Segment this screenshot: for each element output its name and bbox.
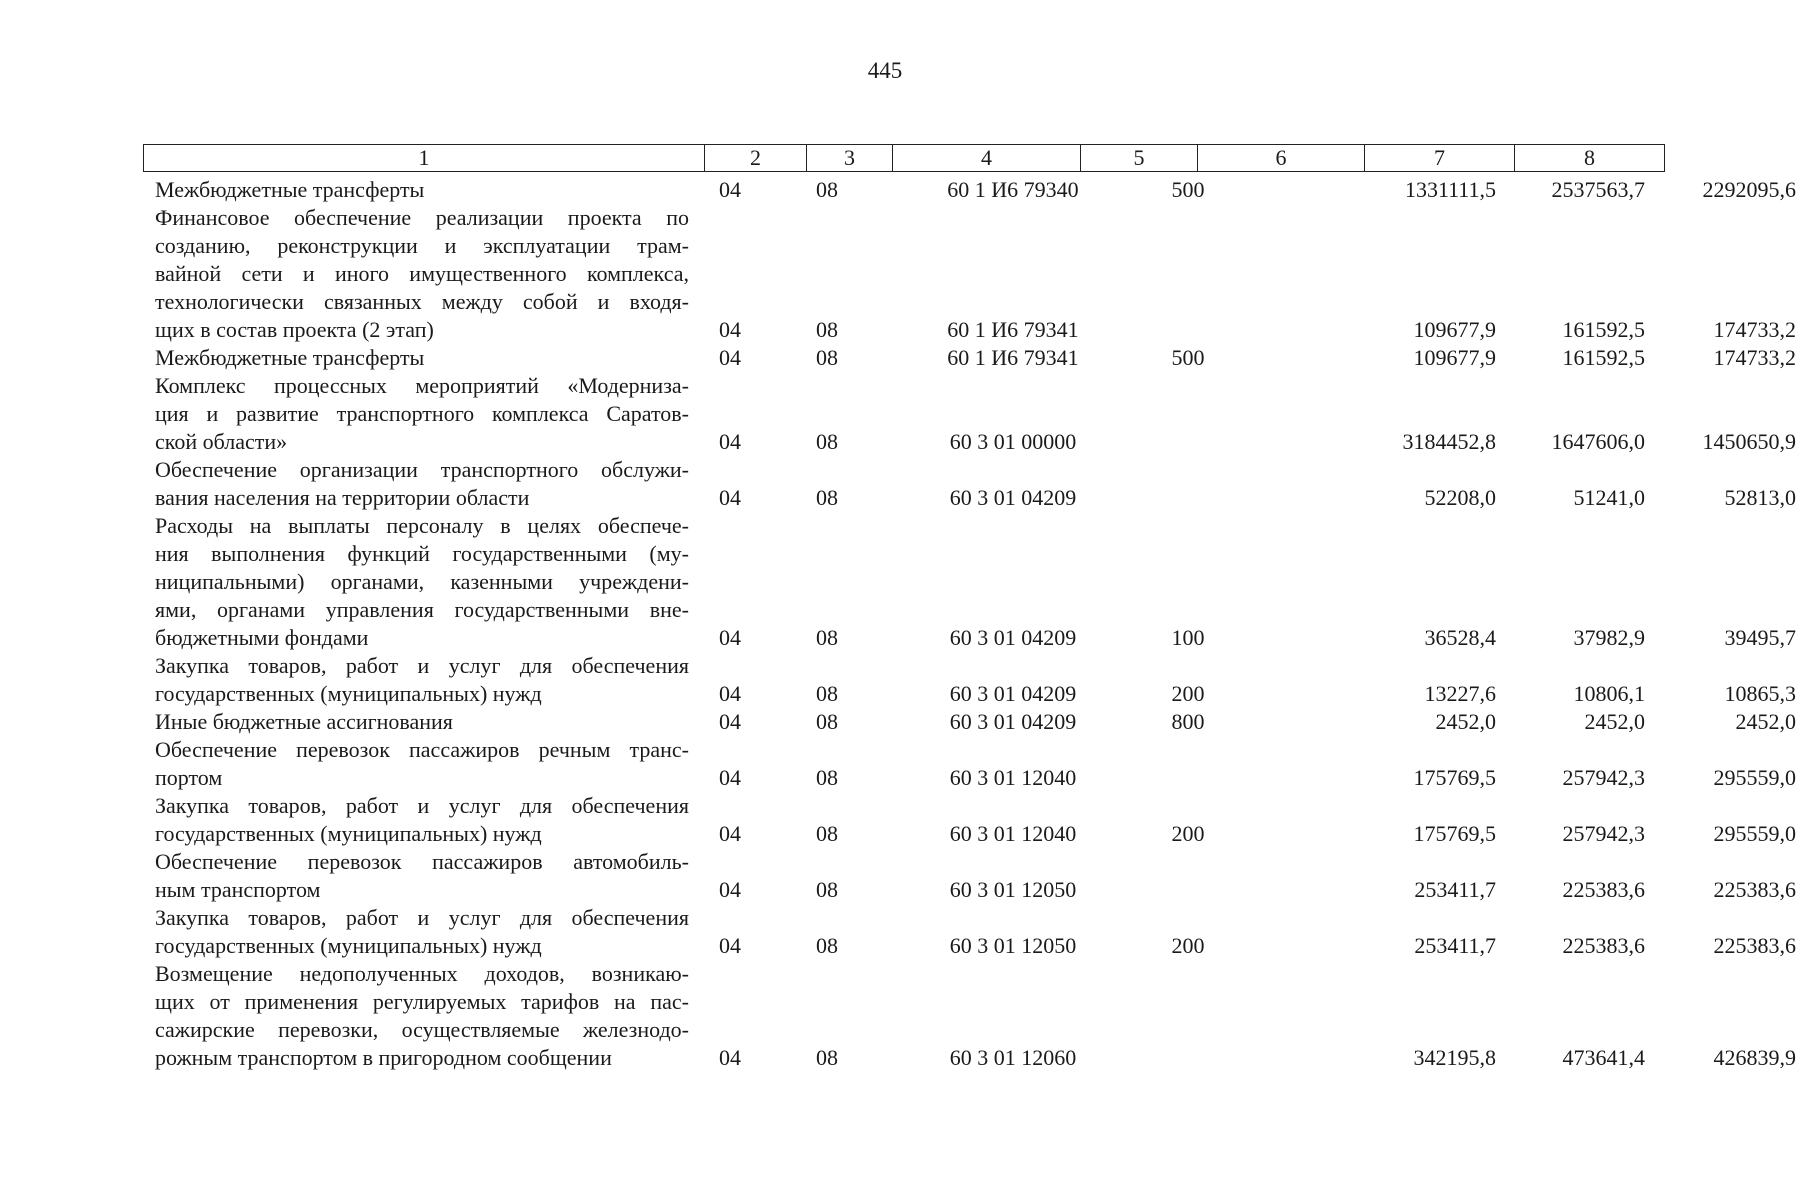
section-code: 04 <box>719 709 741 734</box>
description-line: государственных (муниципальных) нужд <box>155 821 542 846</box>
amount-col-8: 10865,3 <box>1724 681 1796 706</box>
column-header-5: 5 <box>1081 145 1198 172</box>
amount-col-7: 257942,3 <box>1562 765 1645 790</box>
subsection-code: 08 <box>816 821 838 846</box>
amount-col-8: 295559,0 <box>1713 821 1796 846</box>
table-row <box>143 736 1796 792</box>
target-article-code: 60 3 01 12040 <box>949 821 1077 846</box>
table-row <box>143 708 1796 736</box>
column-header-2: 2 <box>705 145 807 172</box>
description-line: государственных (муниципальных) нужд <box>155 681 542 706</box>
section-code: 04 <box>719 625 741 650</box>
amount-col-6: 175769,5 <box>1413 765 1496 790</box>
target-article-code: 60 3 01 04209 <box>949 625 1077 650</box>
description-line: сажирские перевозки, осуществляемые железнодо- <box>155 1017 689 1042</box>
amount-col-6: 52208,0 <box>1424 485 1496 510</box>
section-code: 04 <box>719 821 741 846</box>
amount-col-6: 253411,7 <box>1414 877 1496 902</box>
target-article-code: 60 3 01 04209 <box>949 709 1077 734</box>
description-line: бюджетными фондами <box>155 625 369 650</box>
description-line: ями, органами управления государственными вне- <box>155 597 689 622</box>
row-description <box>155 792 689 848</box>
amount-col-7: 2452,0 <box>1584 709 1645 734</box>
amount-col-8: 39495,7 <box>1724 625 1796 650</box>
table-row <box>143 344 1796 372</box>
description-line: ным транспортом <box>155 877 321 902</box>
description-line: государственных (муниципальных) нужд <box>155 933 542 958</box>
amount-col-8: 2292095,6 <box>1702 177 1796 202</box>
amount-col-7: 2537563,7 <box>1551 177 1645 202</box>
expense-type-code: 200 <box>1171 821 1205 846</box>
description-line: ской области» <box>155 429 288 454</box>
description-line: Иные бюджетные ассигнования <box>155 709 453 734</box>
table-row <box>143 204 1796 344</box>
target-article-code: 60 3 01 12050 <box>949 933 1077 958</box>
description-line: Закупка товаров, работ и услуг для обеспечения <box>155 793 689 818</box>
section-code: 04 <box>719 877 741 902</box>
description-line: Возмещение недополученных доходов, возникаю- <box>155 961 689 986</box>
row-description <box>155 456 689 512</box>
page-number: 445 <box>867 58 903 83</box>
table-row <box>143 456 1796 512</box>
target-article-code: 60 3 01 12050 <box>949 877 1077 902</box>
row-description <box>155 512 689 652</box>
row-description <box>155 848 689 904</box>
section-code: 04 <box>719 429 741 454</box>
amount-col-7: 257942,3 <box>1562 821 1645 846</box>
table-row <box>143 848 1796 904</box>
description-line: созданию, реконструкции и эксплуатации трам- <box>155 233 689 258</box>
amount-col-6: 13227,6 <box>1424 681 1496 706</box>
amount-col-6: 109677,9 <box>1413 317 1496 342</box>
subsection-code: 08 <box>816 933 838 958</box>
target-article-code: 60 3 01 12040 <box>949 765 1077 790</box>
amount-col-8: 174733,2 <box>1713 345 1796 370</box>
section-code: 04 <box>719 177 741 202</box>
target-article-code: 60 1 И6 79340 <box>947 177 1079 202</box>
description-line: Расходы на выплаты персоналу в целях обеспече- <box>155 513 689 538</box>
expense-type-code: 500 <box>1171 177 1205 202</box>
amount-col-7: 161592,5 <box>1562 317 1645 342</box>
row-description <box>155 204 689 344</box>
amount-col-6: 36528,4 <box>1424 625 1496 650</box>
description-line: вания населения на территории области <box>155 485 530 510</box>
description-line: ниципальными) органами, казенными учреждени- <box>155 569 689 594</box>
section-code: 04 <box>719 765 741 790</box>
amount-col-8: 426839,9 <box>1713 1045 1796 1070</box>
section-code: 04 <box>719 317 741 342</box>
amount-col-8: 225383,6 <box>1713 877 1796 902</box>
amount-col-6: 109677,9 <box>1413 345 1496 370</box>
subsection-code: 08 <box>816 429 838 454</box>
amount-col-7: 161592,5 <box>1562 345 1645 370</box>
table-row <box>143 652 1796 708</box>
description-line: Межбюджетные трансферты <box>155 345 425 370</box>
column-header-1: 1 <box>144 145 705 172</box>
section-code: 04 <box>719 681 741 706</box>
target-article-code: 60 3 01 00000 <box>949 429 1077 454</box>
subsection-code: 08 <box>816 177 838 202</box>
row-description <box>155 736 689 792</box>
description-line: Обеспечение организации транспортного обслужи- <box>155 457 689 482</box>
description-line: Обеспечение перевозок пассажиров автомобиль- <box>155 849 689 874</box>
amount-col-6: 1331111,5 <box>1404 177 1496 202</box>
subsection-code: 08 <box>816 625 838 650</box>
row-description <box>155 344 689 372</box>
table-row <box>143 512 1796 652</box>
description-line: Закупка товаров, работ и услуг для обеспечения <box>155 905 689 930</box>
subsection-code: 08 <box>816 709 838 734</box>
description-line: Закупка товаров, работ и услуг для обеспечения <box>155 653 689 678</box>
target-article-code: 60 1 И6 79341 <box>947 317 1079 342</box>
section-code: 04 <box>719 345 741 370</box>
table-row <box>143 372 1796 456</box>
section-code: 04 <box>719 933 741 958</box>
section-code: 04 <box>719 485 741 510</box>
amount-col-8: 2452,0 <box>1735 709 1796 734</box>
column-header-7: 7 <box>1365 145 1515 172</box>
row-description <box>155 904 689 960</box>
target-article-code: 60 1 И6 79341 <box>947 345 1079 370</box>
column-header-row <box>143 144 1665 172</box>
target-article-code: 60 3 01 04209 <box>949 681 1077 706</box>
description-line: ция и развитие транспортного комплекса Саратов- <box>155 401 689 426</box>
description-line: Комплекс процессных мероприятий «Модерниза- <box>155 373 689 398</box>
target-article-code: 60 3 01 12060 <box>949 1045 1077 1070</box>
amount-col-8: 295559,0 <box>1713 765 1796 790</box>
budget-table-body <box>143 176 1796 1072</box>
subsection-code: 08 <box>816 485 838 510</box>
row-description <box>155 960 689 1072</box>
subsection-code: 08 <box>816 681 838 706</box>
section-code: 04 <box>719 1045 741 1070</box>
table-row <box>143 792 1796 848</box>
amount-col-8: 174733,2 <box>1713 317 1796 342</box>
amount-col-6: 3184452,8 <box>1402 429 1496 454</box>
amount-col-8: 225383,6 <box>1713 933 1796 958</box>
amount-col-6: 2452,0 <box>1435 709 1496 734</box>
table-row <box>143 176 1796 204</box>
description-line: портом <box>155 765 223 790</box>
description-line: щих в состав проекта (2 этап) <box>155 317 434 342</box>
description-line: Межбюджетные трансферты <box>155 177 425 202</box>
description-line: рожным транспортом в пригородном сообщении <box>155 1045 612 1070</box>
expense-type-code: 500 <box>1171 345 1205 370</box>
column-header-3: 3 <box>807 145 893 172</box>
subsection-code: 08 <box>816 345 838 370</box>
column-header-4: 4 <box>893 145 1081 172</box>
amount-col-6: 342195,8 <box>1413 1045 1496 1070</box>
description-line: технологически связанных между собой и входя- <box>155 289 689 314</box>
amount-col-6: 175769,5 <box>1413 821 1496 846</box>
expense-type-code: 200 <box>1171 681 1205 706</box>
amount-col-7: 1647606,0 <box>1551 429 1645 454</box>
amount-col-6: 253411,7 <box>1414 933 1496 958</box>
amount-col-8: 1450650,9 <box>1702 429 1796 454</box>
description-line: ния выполнения функций государственными (му- <box>155 541 689 566</box>
description-line: щих от применения регулируемых тарифов на пас- <box>155 989 689 1014</box>
column-header-6: 6 <box>1198 145 1365 172</box>
subsection-code: 08 <box>816 1045 838 1070</box>
row-description <box>155 652 689 708</box>
expense-type-code: 100 <box>1171 625 1205 650</box>
expense-type-code: 200 <box>1171 933 1205 958</box>
amount-col-7: 37982,9 <box>1573 625 1645 650</box>
description-line: вайной сети и иного имущественного комплекса, <box>155 261 689 286</box>
table-row <box>143 960 1796 1072</box>
row-description <box>155 372 689 456</box>
subsection-code: 08 <box>816 877 838 902</box>
subsection-code: 08 <box>816 765 838 790</box>
row-description <box>155 708 689 736</box>
column-header-8: 8 <box>1515 145 1665 172</box>
description-line: Финансовое обеспечение реализации проекта по <box>155 205 689 230</box>
row-description <box>155 176 689 204</box>
subsection-code: 08 <box>816 317 838 342</box>
amount-col-7: 473641,4 <box>1562 1045 1645 1070</box>
description-line: Обеспечение перевозок пассажиров речным транс- <box>155 737 689 762</box>
amount-col-8: 52813,0 <box>1724 485 1796 510</box>
target-article-code: 60 3 01 04209 <box>949 485 1077 510</box>
amount-col-7: 225383,6 <box>1562 933 1645 958</box>
expense-type-code: 800 <box>1171 709 1205 734</box>
amount-col-7: 10806,1 <box>1573 681 1645 706</box>
table-row <box>143 904 1796 960</box>
amount-col-7: 51241,0 <box>1573 485 1645 510</box>
amount-col-7: 225383,6 <box>1562 877 1645 902</box>
